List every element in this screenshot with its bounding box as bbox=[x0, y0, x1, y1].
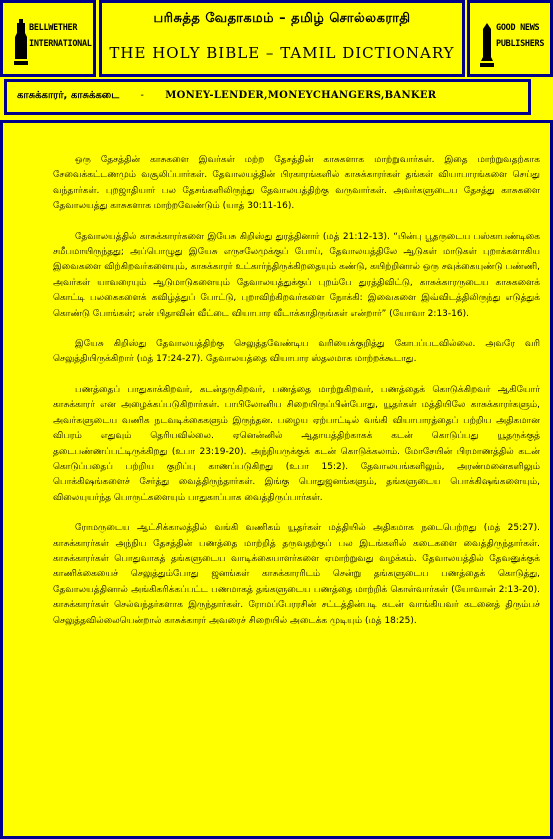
body-text bbox=[53, 153, 540, 644]
entry-heading bbox=[17, 90, 436, 102]
entry-heading-box bbox=[4, 79, 531, 115]
bellwether-logo bbox=[11, 15, 92, 66]
bellwether-logo-line1: BELLWETHER bbox=[29, 23, 78, 33]
paragraph: பணத்தைப் பாதுகாக்கிறவர், கடன்தருகிறவர், பணத்தை மாற்றுகிறவர், பணத்தைக் கொடுக்கிறவர் ஆகியோர் காசுக்காரர் என அழைக்கப்படுகிறார்கள். பாபிலோனிய சிறையிருப்பின்போது, யூதர்கள் மத்தியிலே காசுக்காரர்களும், அவர்களுடைய வணிக நடவடிக்கைகளும் இருந்தன. பழைய ஏற்பாட்டில் வங்கி வியாபாரத்தைப் பற்றிய அதிகமான விபரம் எதுவும் தெரியவில்லை. ஏனென்னில் ஆதாயத்திற்காகக் கடன் கொடுப்பது யூதருக்குத் தடைபண்ணப்பட்டிருக்கிறது (உபா 23:19-20). அந்நியருக்குக் கடன் கொடுக்கலாம். மோசேயின் பிரமாணத்தில் கடன் கொடுப்பதைப் பற்றிய குறிப்பு காணப்படுகிறது (உபா 15:2). தேவாலயங்களிலும், அரண்மனைகளிலும் பொக்கிஷங்களைச் சேர்த்து வைத்திருந்தார்கள். இங்கு பொதுஜனங்களும், தங்களுடைய பொக்கிஷங்களையும், விலையுயர்ந்த பொருட்களையும் பாதுகாப்பாக வைத்திருப்பார்கள். bbox=[53, 384, 540, 503]
paragraph: இயேசு கிறிஸ்து தேவாலயத்திற்கு செலுத்தவேண்டிய வரியைக்குறித்து கோபப்படவில்லை. அவரே வரி செலுத்தியிருக்கிறார் (மத் 17:24-27). தேவாலயத்தை வியாபார ஸ்தலமாக மாற்றக்கூடாது. bbox=[53, 339, 540, 365]
body-frame bbox=[0, 120, 553, 839]
good-news-logo-line2: PUBLISHERS bbox=[496, 39, 545, 49]
bellwether-logo-line2: INTERNATIONAL bbox=[29, 39, 92, 49]
paragraph: ஒரு தேசத்தின் காசுகளை இவர்கள் மற்ற தேசத்தின் காசுகளாக மாற்றுவார்கள். இதை மாற்றுவதற்காக சேவைக்கட்டணமும் வசூலிப்பார்கள். தேவாலயத்தின் பிரகாரங்களில் காசுக்காரர்கள் தங்கள் வியாபாரங்களை செய்து வந்தார்கள். புறஜாதியார் பல தேசங்களிலிருந்து தேவாலயத்திற்கு வருவார்கள். அவர்களுடைய தேசத்து காசுகளை தேவாலயத்து காசுகளாக மாற்றவேண்டும் (யாத் 30:11-16). bbox=[53, 155, 540, 212]
good-news-logo-box bbox=[467, 0, 553, 77]
title-box bbox=[99, 0, 465, 77]
entry-term-english: MONEY-LENDER,MONEYCHANGERS,BANKER bbox=[165, 90, 437, 101]
title-english: THE HOLY BIBLE – TAMIL DICTIONARY bbox=[109, 44, 455, 62]
paragraph: ரோமருடைய ஆட்சிக்காலத்தில் வங்கி வணிகம் யூதர்கள் மத்தியில் அதிகமாக நடைபெற்றது (மத் 25:27). காசுக்காரர்கள் அந்நிய தேசத்தின் பணத்தை மாற்றித் தருவதற்குப் பல இடங்களில் கடைகளை வைத்திருந்தார்கள். காசுக்காரர்கள் பொதுவாகத் தங்களுடைய வாடிக்கையாளர்களை ஏமாற்றுவது வழக்கம். தேவாலயத்தில் தேவனுக்குக் காணிக்கையைச் செலுத்தும்போது ஜனங்கள் காசுக்காரரிடம் சென்று தங்களுடைய பணத்தைக் கொடுத்து, தேவாலயத்தினால் அங்கிகரிக்கப்பட்ட பணமாகத் தங்களுடைய பணத்தை மாற்றிக் கொள்வார்கள் (யோவான் 2:13-20). காசுக்காரர்கள் செல்வந்தர்களாக இருந்தார்கள். ரோமப்பேரரசின் சட்டத்தின்படி கடன் வாங்கியவர் கடனைத் திரும்பச் செலுத்தவில்லையென்றால் காசுக்காரர் அவரைச் சிறையில் அடைக்க முடியும் (மத் 18:25). bbox=[53, 523, 540, 626]
entry-dash: - bbox=[140, 90, 144, 101]
title-tamil: பரிசுத்த வேதாகமம் – தமிழ் சொல்லகராதி bbox=[153, 11, 411, 26]
good-news-publishers-logo-icon bbox=[480, 23, 494, 69]
bellwether-logo-icon bbox=[13, 19, 29, 69]
good-news-logo bbox=[478, 15, 546, 66]
paragraph: தேவாலயத்தில் காசுக்காரர்களை இயேசு கிறிஸ்து துரத்தினார் (மத் 21:12-13). “பின்பு பூதருடைய பஸ்காபண்டிகை சமீபமாயிருந்தது; அப்பொழுது இயேசு எருசலேமுக்குப் போய், தேவாலயத்திலே ஆடுகள் மாடுகள் புறாக்களாகிய இவைகளை விற்கிறவர்களையும், காசுக்காரர் உட்கார்ந்திருக்கிறதையும் கண்டு, கயிற்றினால் ஒரு சவுக்கையுண்டு பண்ணி, அவர்கள் யாவரையும் ஆடுமாடுகளையும் தேவாலயத்துக்குப் புறம்பே துரத்திவிட்டு, காசுக்காரருடைய காசுகளைக் கொட்டி பலகைகளைக் கவிழ்த்துப் போட்டு, புறாவிற்கிறவர்களை நோக்கி: இவைகளை இவ்விடத்திலிருந்து எடுத்துக் கொண்டு போங்கள்; என் பிதாவின் வீட்டை வியாபார வீடாக்காதிருங்கள் என்றார்” (யோவா 2:13-16). bbox=[53, 231, 540, 319]
entry-term-tamil: காசுக்காரர், காசுக்கடை bbox=[17, 90, 120, 101]
bellwether-logo-box bbox=[0, 0, 96, 77]
good-news-logo-line1: GOOD NEWS bbox=[496, 23, 540, 33]
